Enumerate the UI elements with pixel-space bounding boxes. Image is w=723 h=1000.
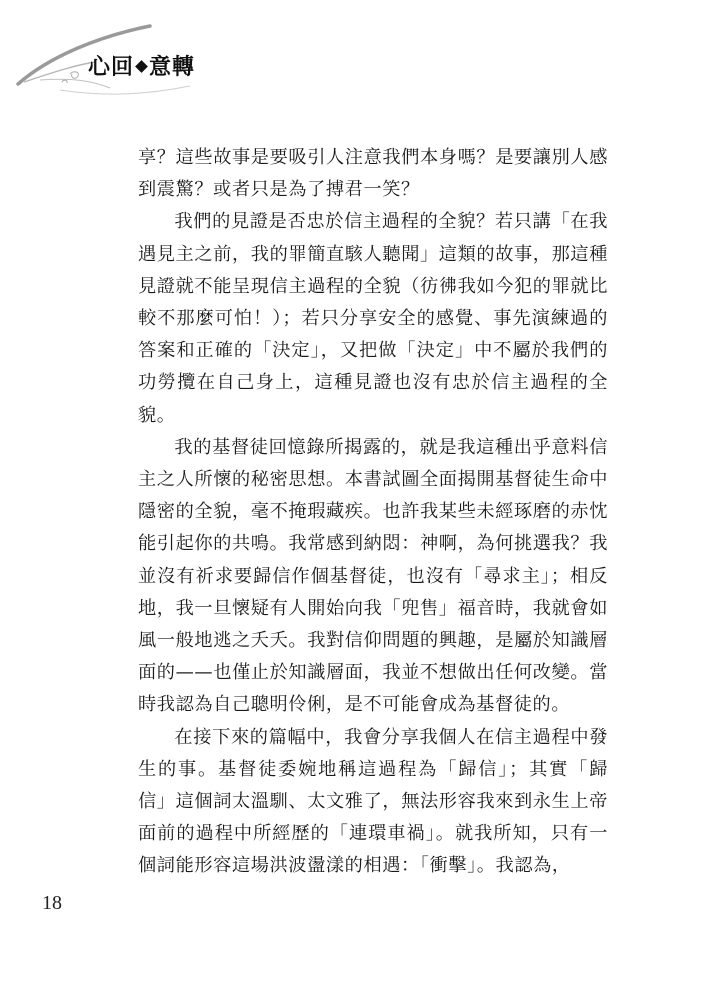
book-title [88, 50, 195, 81]
running-header [0, 0, 260, 110]
body-text [138, 142, 608, 883]
page-number: 18 [42, 892, 62, 914]
book-title-part1: 心回 [88, 54, 135, 80]
paragraph-4: 在接下來的篇幅中，我會分享我個人在信主過程中發生的事。基督徒委婉地稱這過程為「歸信」；其實「歸信」這個詞太溫馴、太文雅了，無法形容我來到永生上帝面前的過程中所經歷的「連環車禍」。就我所知，只有一個詞能形容這場洪波盪漾的相遇：「衝擊」。我認為， [138, 726, 608, 877]
paragraph-3: 我的基督徒回憶錄所揭露的，就是我這種出乎意料信主之人所懷的秘密思想。本書試圖全面揭開基督徒生命中隱密的全貌，毫不掩瑕藏疾。也許我某些未經琢磨的赤忱能引起你的共鳴。我常感到納悶：神啊，為何挑選我？我並沒有祈求要歸信作個基督徒，也沒有「尋求主」；相反地，我一旦懷疑有人開始向我「兜售」福音時，我就會如風一般地逃之夭夭。我對信仰問題的興趣，是屬於知識層面的——也僅止於知識層面，我並不想做出任何改變。當時我認為自己聰明伶俐，是不可能會成為基督徒的。 [138, 436, 608, 716]
paragraph-2: 我們的見證是否忠於信主過程的全貌？若只講「在我遇見主之前，我的罪簡直駭人聽聞」這類的故事，那這種見證就不能呈現信主過程的全貌（彷彿我如今犯的罪就比較不那麼可怕！）；若只分享安全的感覺、事先演練過的答案和正確的「決定」，又把做「決定」中不屬於我們的功勞攬在自己身上，這種見證也沒有忠於信主過程的全貌。 [138, 211, 608, 426]
paragraph-1: 享？這些故事是要吸引人注意我們本身嗎？是要讓別人感到震驚？或者只是為了搏君一笑？ [138, 147, 608, 201]
diamond-ornament-icon [135, 60, 148, 73]
book-title-part2: 意轉 [149, 54, 196, 80]
